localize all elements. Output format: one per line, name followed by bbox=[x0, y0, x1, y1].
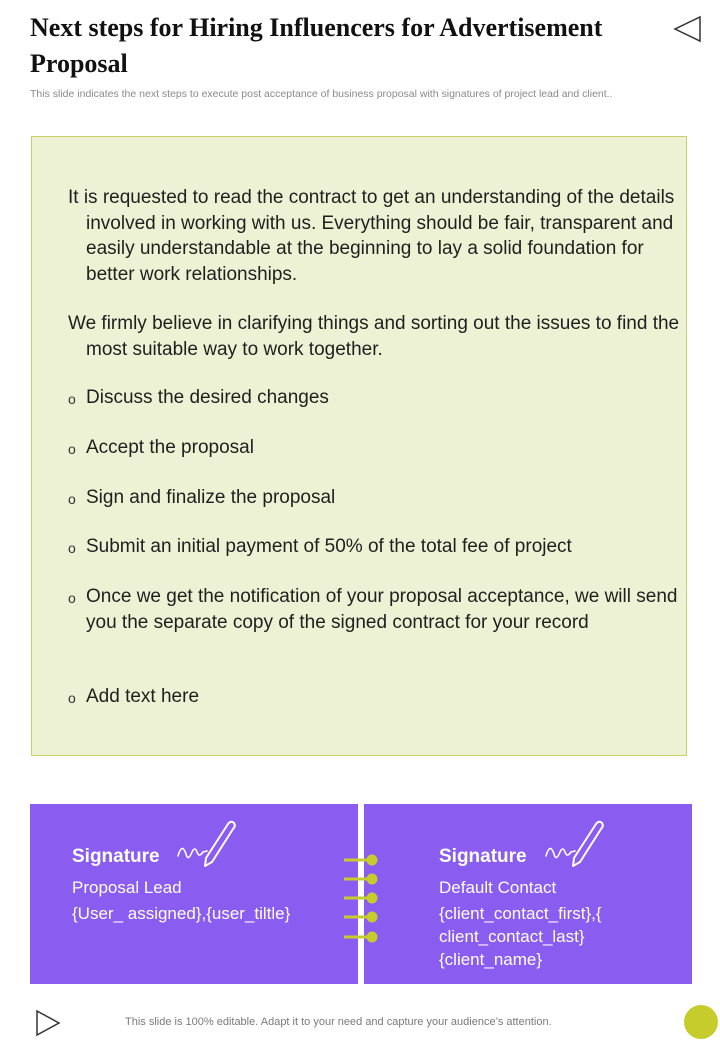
signature-card-default-contact bbox=[364, 804, 692, 984]
bullet-marker: o bbox=[68, 590, 76, 606]
page-subtitle: This slide indicates the next steps to execute post acceptance of business proposal with signatures of project lead and client.. bbox=[30, 88, 613, 100]
footer-text: This slide is 100% editable. Adapt it to your need and capture your audience’s attention. bbox=[125, 1016, 552, 1028]
bullet-marker: o bbox=[68, 441, 76, 457]
lime-circle bbox=[684, 1005, 718, 1039]
list-item bbox=[68, 584, 686, 635]
intro-paragraph: It is requested to read the contract to get an understanding of the details involved in working with us. Everything should be fair, transparent and easily understandable at the beginning to lay a solid foundation for better work relationships. bbox=[68, 187, 675, 285]
list-item bbox=[68, 385, 686, 411]
list-item-text: Once we get the notification of your proposal acceptance, we will send you the separate copy of the signed contract for your record bbox=[86, 586, 678, 633]
bullet-marker: o bbox=[68, 690, 76, 706]
signature-fields: {User_ assigned},{user_tiltle} bbox=[72, 904, 291, 923]
list-item-text: Discuss the desired changes bbox=[86, 387, 329, 408]
list-item bbox=[68, 435, 686, 461]
list-item-text: Accept the proposal bbox=[86, 437, 254, 458]
list-item-text: Add text here bbox=[86, 686, 200, 707]
binder-rings-icon bbox=[340, 852, 380, 952]
signature-heading: Signature bbox=[72, 846, 160, 867]
belief-paragraph: We firmly believe in clarifying things and sorting out the issues to find the most suitable way to work together. bbox=[68, 313, 680, 360]
signature-card-proposal-lead bbox=[30, 804, 358, 984]
pen-signature-icon bbox=[544, 818, 604, 868]
page-title: Next steps for Hiring Influencers for Advertisement Proposal bbox=[30, 13, 603, 78]
list-item-text: Sign and finalize the proposal bbox=[86, 487, 336, 508]
content-box bbox=[31, 136, 687, 756]
list-item bbox=[68, 485, 686, 511]
list-item bbox=[68, 534, 686, 560]
signature-fields: {client_contact_first},{ client_contact_last} {client_name} bbox=[439, 904, 602, 969]
pen-signature-icon bbox=[176, 818, 236, 868]
bullet-marker: o bbox=[68, 491, 76, 507]
play-triangle-icon bbox=[34, 1008, 62, 1038]
bullet-marker: o bbox=[68, 391, 76, 407]
triangle-outline-icon bbox=[672, 14, 702, 44]
list-item bbox=[68, 684, 686, 710]
bullet-marker: o bbox=[68, 540, 76, 556]
signature-heading: Signature bbox=[439, 846, 527, 867]
signature-role: Proposal Lead bbox=[72, 878, 182, 897]
signature-role: Default Contact bbox=[439, 878, 557, 897]
list-item-text: Submit an initial payment of 50% of the total fee of project bbox=[86, 536, 572, 557]
